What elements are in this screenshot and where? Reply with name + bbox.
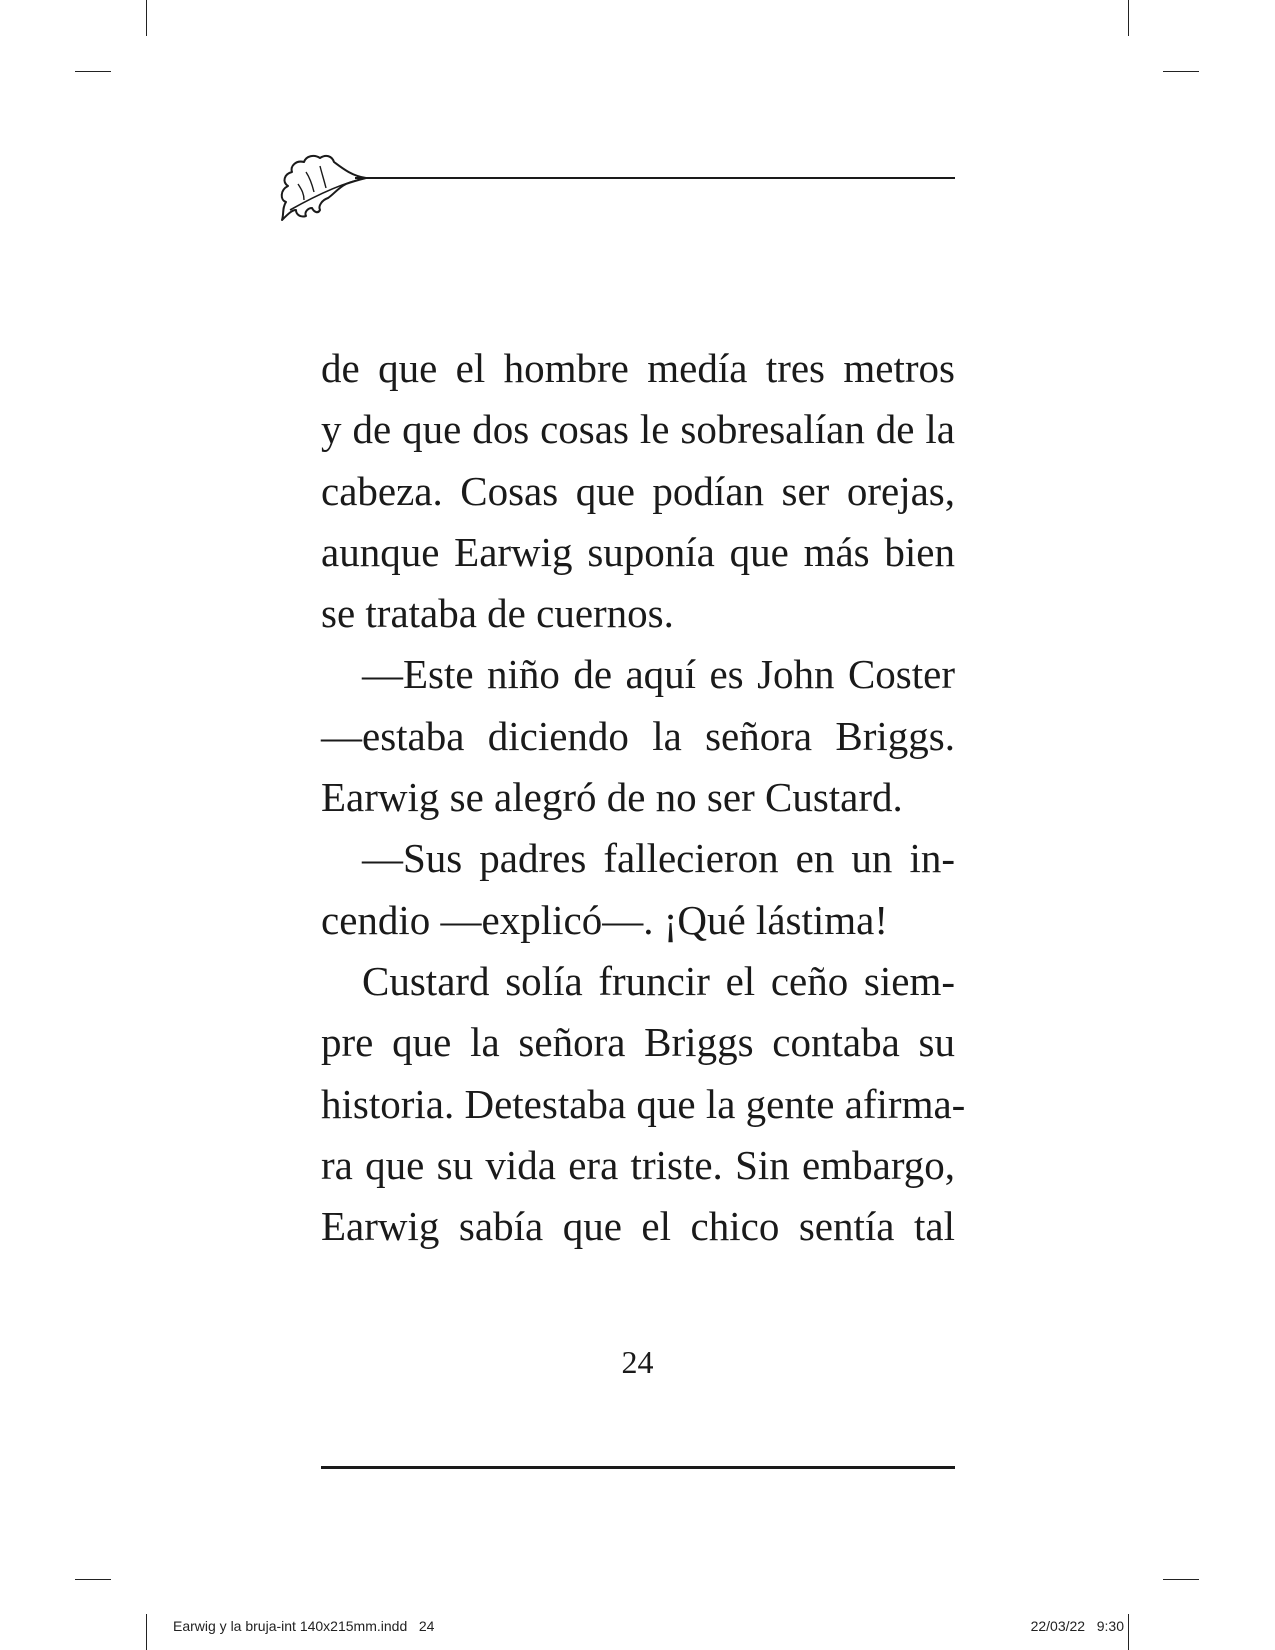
text-line: historia. Detestaba que la gente afirma- [321,1080,966,1127]
text-line: cendio —explicó—. ¡Qué lástima! [321,896,888,943]
text-line: de que el hombre medía tres metros [321,345,955,391]
crop-mark-bottom-right-h [1163,1579,1199,1580]
text-line: y de que dos cosas le sobresalían de la [321,406,955,453]
text-line: cabeza. Cosas que podían ser orejas, [321,467,955,514]
crop-mark-top-right-h [1163,71,1199,72]
text-line: Earwig sabía que el chico sentía tal [321,1203,955,1250]
print-slug-file: Earwig y la bruja-int 140x215mm.indd 24 [173,1618,435,1634]
crop-mark-bottom-left-h [75,1579,111,1580]
footer-rule [321,1466,955,1469]
crop-mark-top-left-h [75,71,111,72]
text-line: ra que su vida era triste. Sin embargo, [321,1141,955,1188]
text-line: aunque Earwig suponía que más bien [321,528,955,575]
crop-mark-bottom-right [1128,1614,1129,1650]
page-number: 24 [621,1344,654,1380]
body-text [321,338,966,1257]
text-line: se trataba de cuernos. [321,590,674,637]
header-rule [355,177,955,179]
text-line: —Este niño de aquí es John Coster [362,651,955,698]
text-line: pre que la señora Briggs contaba su [321,1019,955,1066]
text-line: —estaba diciendo la señora Briggs. [321,712,955,759]
crop-mark-bottom-left [146,1614,147,1650]
text-line: Custard solía fruncir el ceño siem- [362,957,955,1004]
crop-mark-top-right [1128,0,1129,36]
text-line: —Sus padres fallecieron en un in- [362,835,955,882]
leaf-ornament-icon [276,148,376,228]
print-slug-datetime: 22/03/22 9:30 [1030,1618,1124,1634]
text-line: Earwig se alegró de no ser Custard. [321,774,903,821]
crop-mark-top-left [146,0,147,36]
